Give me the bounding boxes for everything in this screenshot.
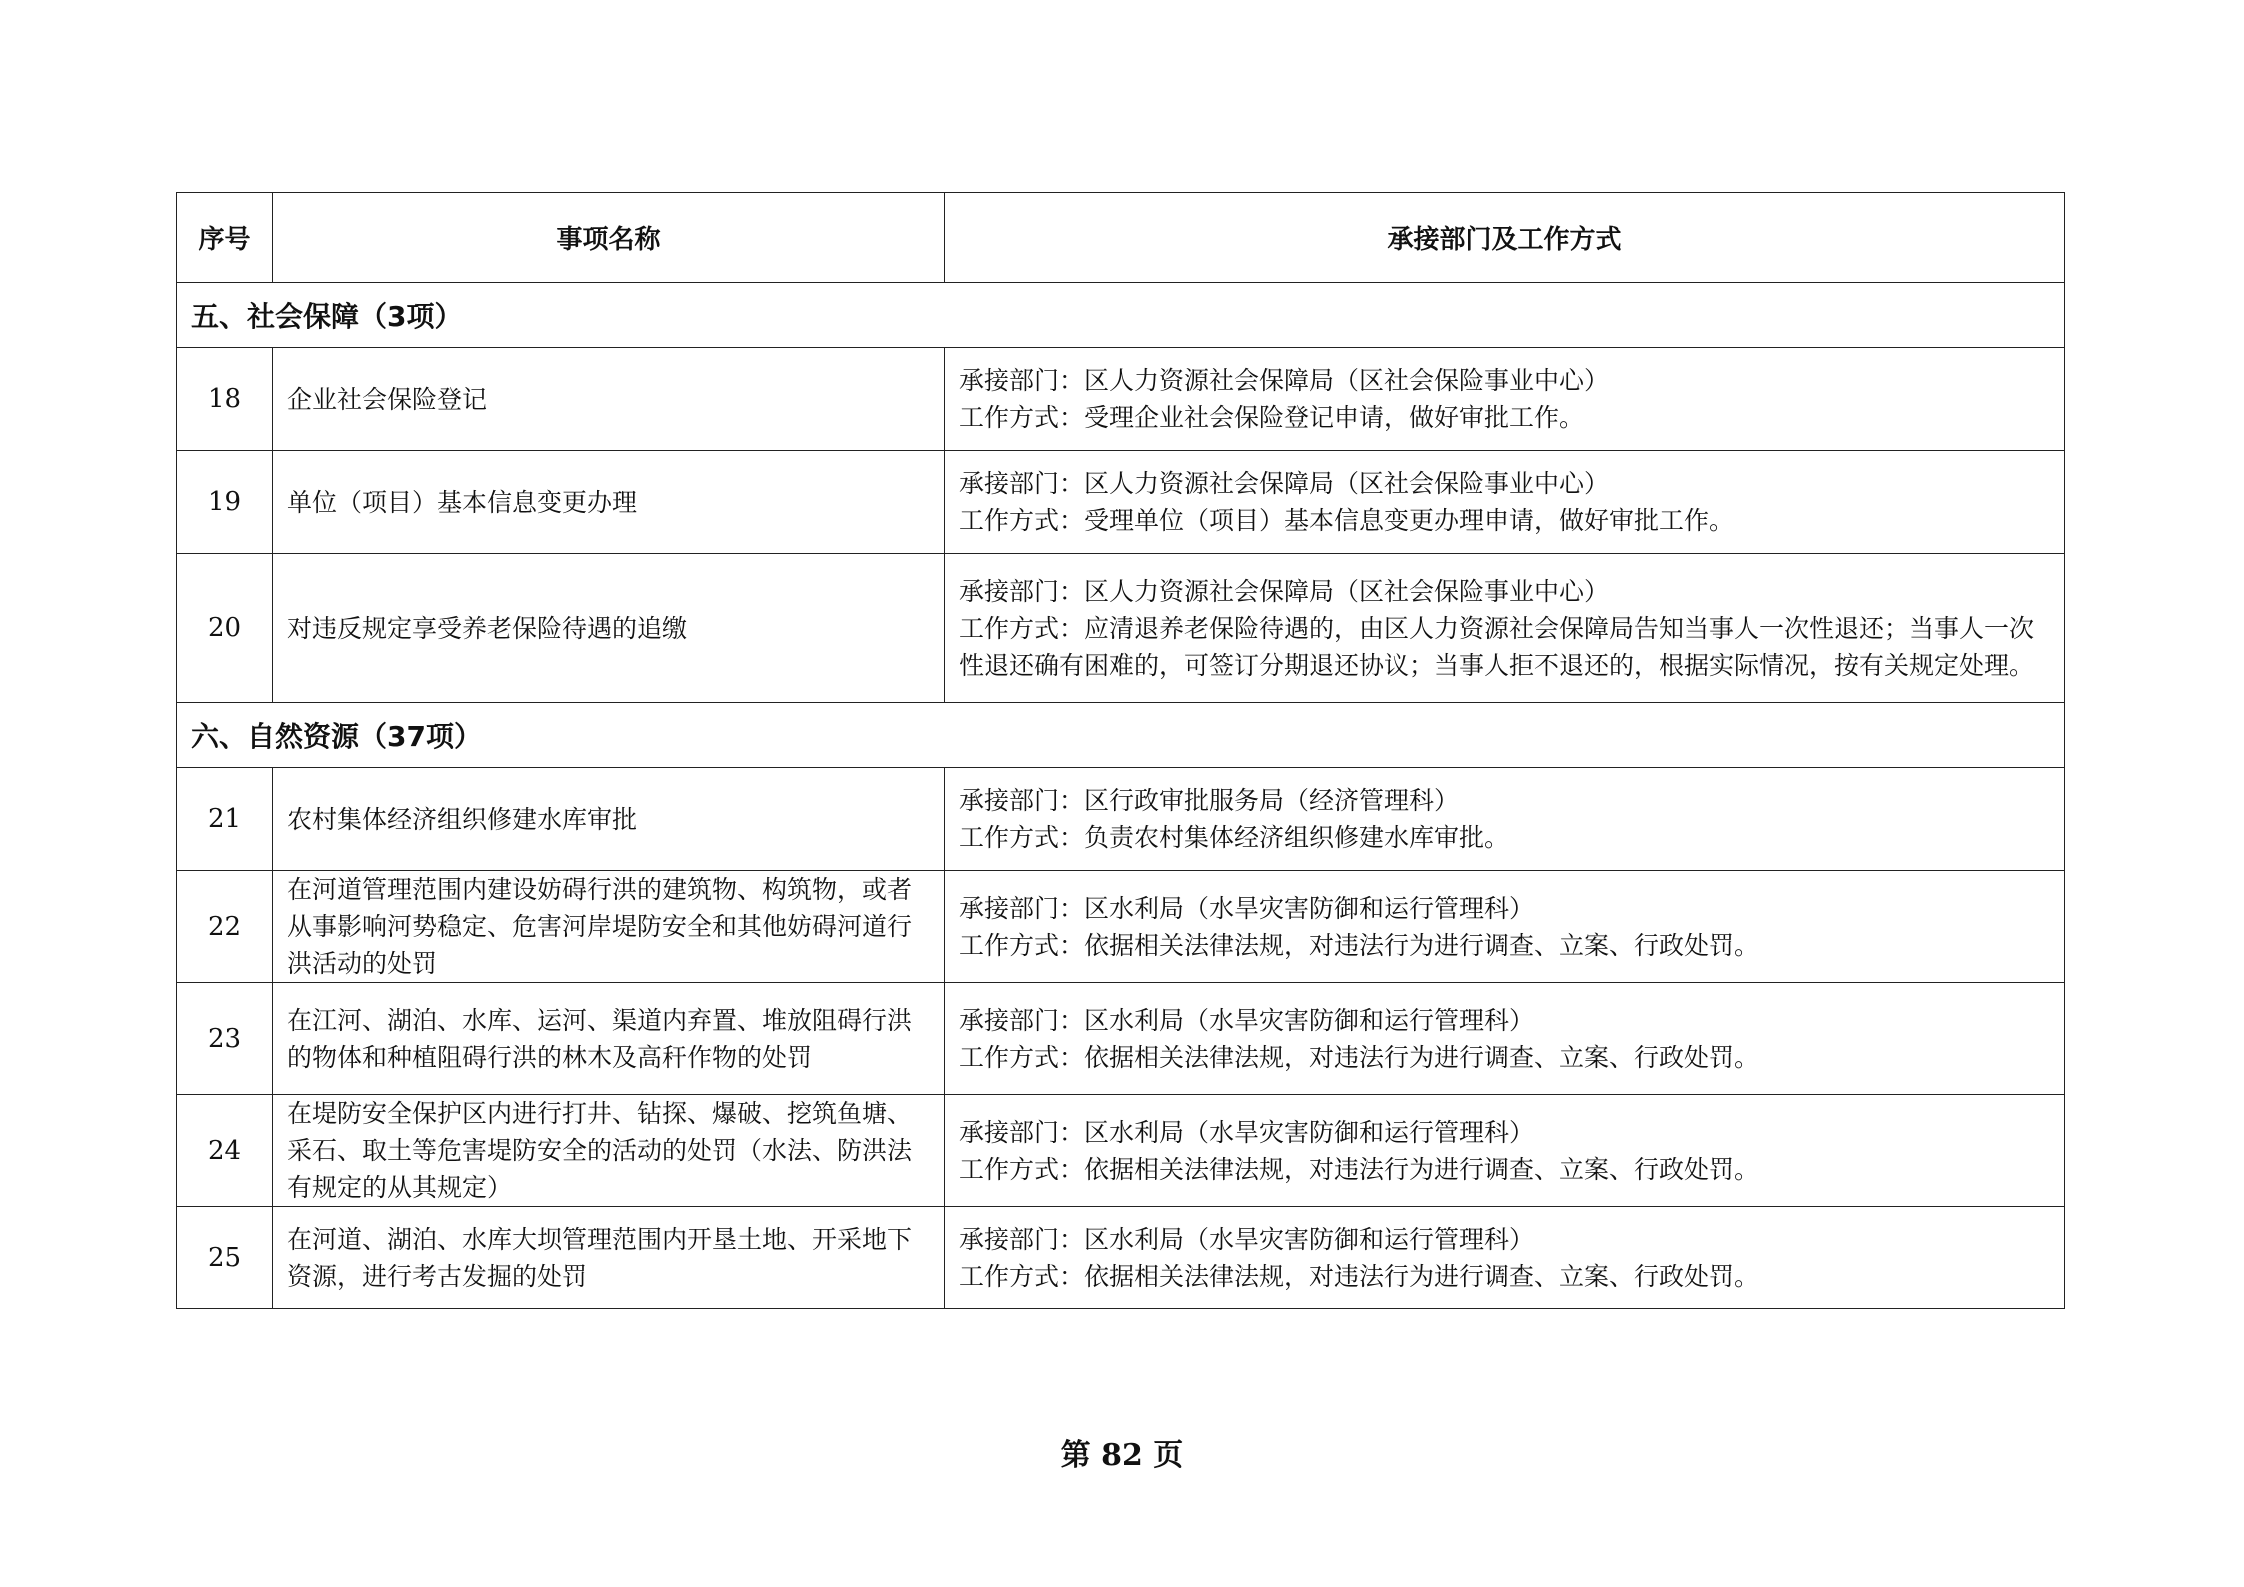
- table-row: [177, 348, 2065, 451]
- department-cell: [945, 768, 2065, 871]
- row-number: 22: [177, 871, 273, 983]
- table-row: [177, 554, 2065, 703]
- department-cell: [945, 554, 2065, 703]
- method-text: 工作方式：负责农村集体经济组织修建水库审批。: [959, 823, 1510, 852]
- method-text: 工作方式：依据相关法律法规，对违法行为进行调查、立案、行政处罚。: [959, 930, 1760, 960]
- item-name: 在河道、湖泊、水库大坝管理范围内开垦土地、开采地下资源，进行考古发掘的处罚: [273, 1207, 945, 1309]
- department-cell: [945, 871, 2065, 983]
- row-number: 18: [177, 348, 273, 451]
- table-row: [177, 768, 2065, 871]
- table-row: [177, 1095, 2065, 1207]
- header-item-name: 事项名称: [273, 193, 945, 283]
- section-title: 五、社会保障（3项）: [177, 283, 2065, 348]
- row-number: 21: [177, 768, 273, 871]
- item-name: 在堤防安全保护区内进行打井、钻探、爆破、挖筑鱼塘、采石、取土等危害堤防安全的活动的处罚（水法、防洪法有规定的从其规定）: [273, 1095, 945, 1207]
- header-department-method: 承接部门及工作方式: [945, 193, 2065, 283]
- department-text: 承接部门：区行政审批服务局（经济管理科）: [959, 786, 1460, 815]
- table-row: [177, 983, 2065, 1095]
- row-number: 25: [177, 1207, 273, 1309]
- method-text: 工作方式：应清退养老保险待遇的，由区人力资源社会保障局告知当事人一次性退还；当事人一次性退还确有困难的，可签订分期退还协议；当事人拒不退还的，根据实际情况，按有关规定处理。: [959, 613, 2035, 680]
- section-row: [177, 283, 2065, 348]
- table-row: [177, 1207, 2065, 1309]
- method-text: 工作方式：依据相关法律法规，对违法行为进行调查、立案、行政处罚。: [959, 1154, 1760, 1184]
- section-title: 六、自然资源（37项）: [177, 703, 2065, 768]
- header-number: 序号: [177, 193, 273, 283]
- method-text: 工作方式：依据相关法律法规，对违法行为进行调查、立案、行政处罚。: [959, 1261, 1760, 1291]
- department-text: 承接部门：区水利局（水旱灾害防御和运行管理科）: [959, 893, 1535, 923]
- row-number: 20: [177, 554, 273, 703]
- department-text: 承接部门：区水利局（水旱灾害防御和运行管理科）: [959, 1005, 1535, 1035]
- department-text: 承接部门：区人力资源社会保障局（区社会保险事业中心）: [959, 366, 1610, 395]
- table-header-row: [177, 193, 2065, 283]
- method-text: 工作方式：受理单位（项目）基本信息变更办理申请，做好审批工作。: [959, 506, 1735, 535]
- department-text: 承接部门：区水利局（水旱灾害防御和运行管理科）: [959, 1117, 1535, 1147]
- department-cell: [945, 348, 2065, 451]
- row-number: 19: [177, 451, 273, 554]
- page-number: 第 82 页: [1060, 1438, 1184, 1473]
- department-text: 承接部门：区人力资源社会保障局（区社会保险事业中心）: [959, 469, 1610, 498]
- item-name: 农村集体经济组织修建水库审批: [273, 768, 945, 871]
- department-cell: [945, 983, 2065, 1095]
- table-row: [177, 871, 2065, 983]
- items-table: [176, 192, 2065, 1309]
- row-number: 23: [177, 983, 273, 1095]
- method-text: 工作方式：依据相关法律法规，对违法行为进行调查、立案、行政处罚。: [959, 1042, 1760, 1072]
- item-name: 对违反规定享受养老保险待遇的追缴: [273, 554, 945, 703]
- method-text: 工作方式：受理企业社会保险登记申请，做好审批工作。: [959, 403, 1585, 432]
- item-name: 在河道管理范围内建设妨碍行洪的建筑物、构筑物，或者从事影响河势稳定、危害河岸堤防安全和其他妨碍河道行洪活动的处罚: [273, 871, 945, 983]
- department-cell: [945, 1207, 2065, 1309]
- department-text: 承接部门：区人力资源社会保障局（区社会保险事业中心）: [959, 576, 1610, 606]
- department-text: 承接部门：区水利局（水旱灾害防御和运行管理科）: [959, 1224, 1535, 1254]
- item-name: 在江河、湖泊、水库、运河、渠道内弃置、堆放阻碍行洪的物体和种植阻碍行洪的林木及高秆作物的处罚: [273, 983, 945, 1095]
- item-name: 企业社会保险登记: [273, 348, 945, 451]
- table-row: [177, 451, 2065, 554]
- item-name: 单位（项目）基本信息变更办理: [273, 451, 945, 554]
- section-row: [177, 703, 2065, 768]
- row-number: 24: [177, 1095, 273, 1207]
- department-cell: [945, 451, 2065, 554]
- department-cell: [945, 1095, 2065, 1207]
